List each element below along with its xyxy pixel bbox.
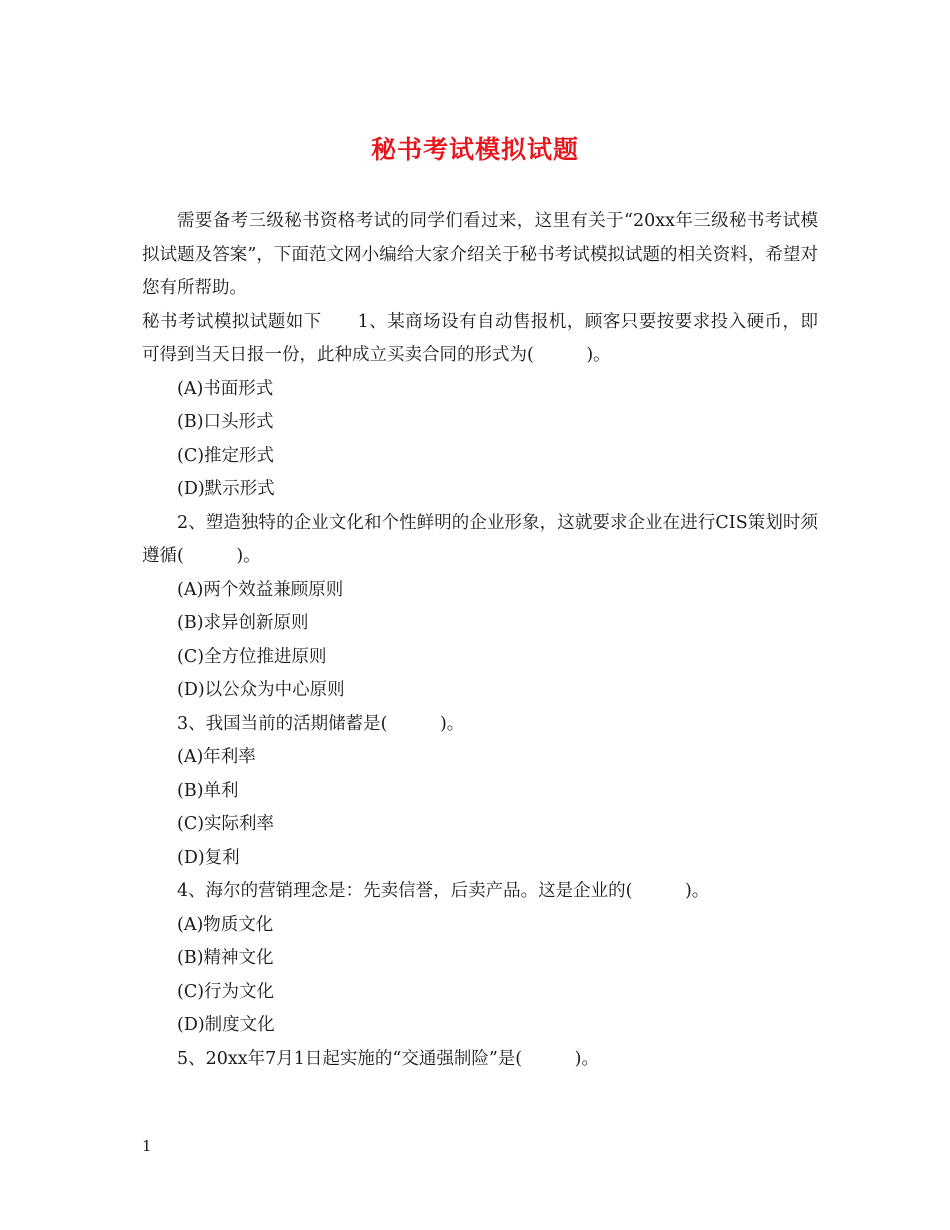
question-5: 5、20xx年7月1日起实施的“交通强制险”是( )。: [177, 1048, 599, 1069]
q4-option-d: (D)制度文化: [177, 1015, 275, 1035]
q1-option-d: (D)默示形式: [177, 479, 275, 499]
q2-option-a: (A)两个效益兼顾原则: [177, 579, 344, 600]
q1-option-c: (C)推定形式: [177, 445, 275, 466]
q1-option-a: (A)书面形式: [177, 378, 274, 399]
question-1: 秘书考试模拟试题如下 1、某商场设有自动售报机，顾客只要按要求投入硬币，即可得到当天日报一份，此种成立买卖合同的形式为( )。: [142, 311, 818, 365]
q2-option-d: (D)以公众为中心原则: [177, 680, 345, 700]
q3-option-d: (D)复利: [177, 847, 240, 868]
document-body: [142, 205, 818, 1076]
q4-option-c: (C)行为文化: [177, 981, 275, 1002]
document-title: 秘书考试模拟试题: [370, 135, 579, 164]
q4-option-a: (A)物质文化: [177, 914, 274, 935]
q3-option-a: (A)年利率: [177, 747, 256, 767]
q2-option-c: (C)全方位推进原则: [177, 646, 327, 667]
q2-option-b: (B)求异创新原则: [177, 613, 309, 633]
question-3: 3、我国当前的活期储蓄是( )。: [177, 713, 465, 734]
question-4: 4、海尔的营销理念是：先卖信誉，后卖产品。这是企业的( )。: [177, 881, 710, 901]
q3-option-b: (B)单利: [177, 780, 239, 801]
q3-option-c: (C)实际利率: [177, 814, 275, 834]
q1-option-b: (B)口头形式: [177, 412, 274, 432]
q4-option-b: (B)精神文化: [177, 948, 274, 968]
intro-paragraph: 需要备考三级秘书资格考试的同学们看过来，这里有关于“20xx年三级秘书考试模拟试题及答案”，下面范文网小编给大家介绍关于秘书考试模拟试题的相关资料，希望对您有所帮助。: [142, 211, 818, 298]
page-number: 1: [142, 1137, 152, 1155]
question-2: 2、塑造独特的企业文化和个性鲜明的企业形象，这就要求企业在进行CIS策划时须遵循( )。: [142, 512, 818, 566]
